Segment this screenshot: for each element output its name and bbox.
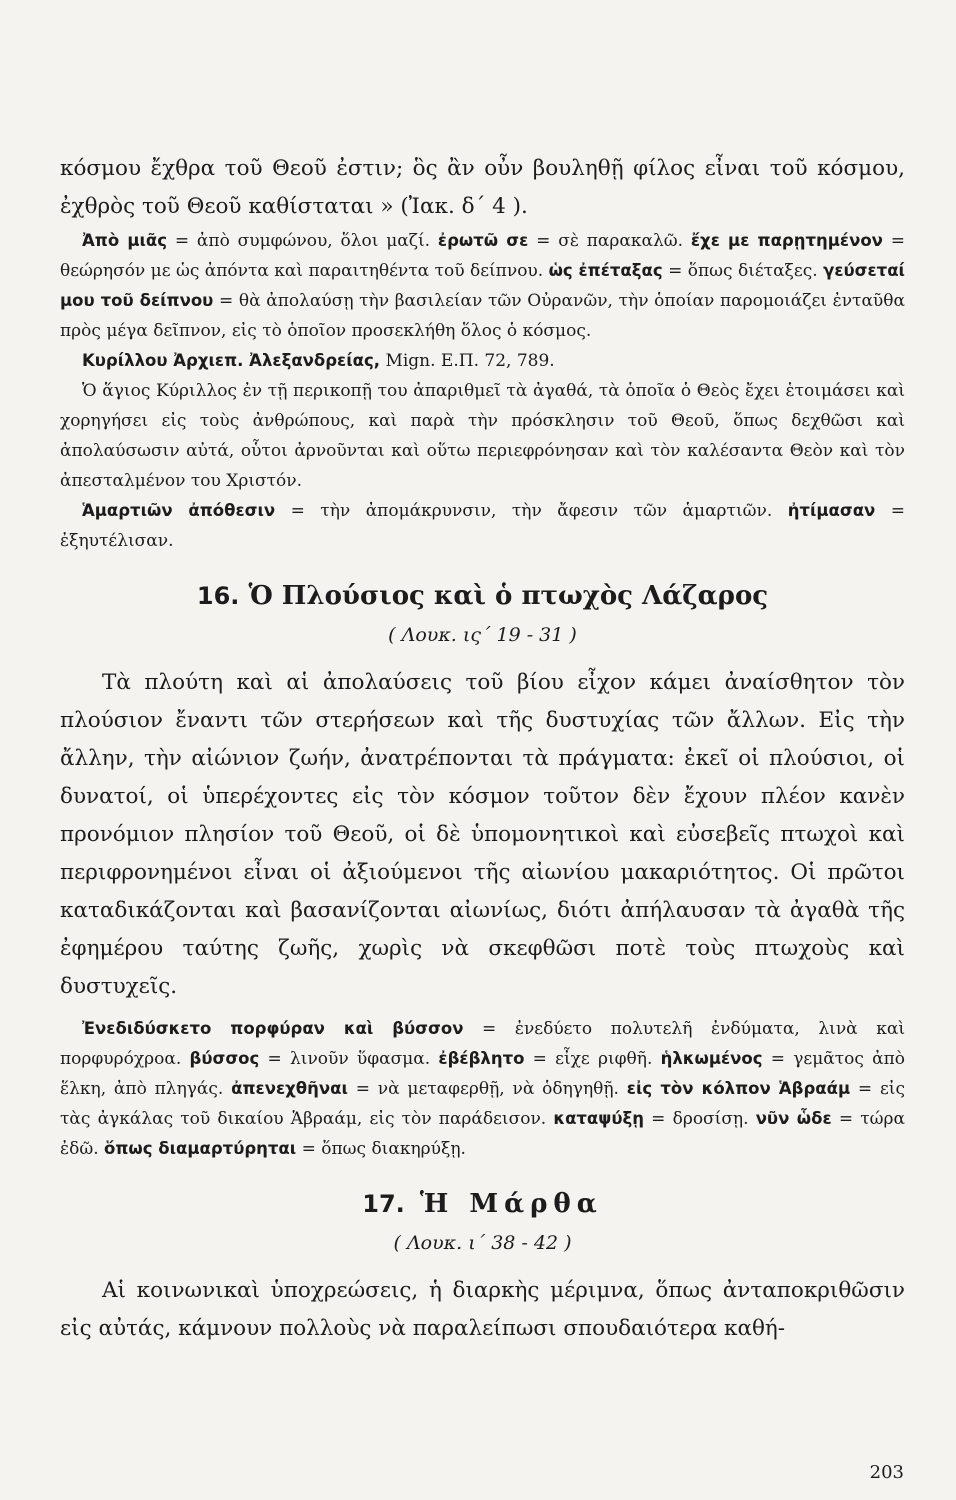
glossary-block-2 [60,496,905,556]
intro-paragraph: κόσμου ἔχθρα τοῦ Θεοῦ ἐστιν; ὃς ἂν οὖν βουληθῇ φίλος εἶναι τοῦ κόσμου, ἐχθρὸς τοῦ Θεοῦ καθίσταται » (Ἰακ. δ΄ 4 ). [60,156,905,219]
gloss-term: καταψύξῃ [553,1109,645,1128]
cyril-source [60,346,905,376]
gloss-term: ὡς ἐπέταξας [548,261,663,280]
gloss-term: Ἁμαρτιῶν ἀπόθεσιν [82,501,276,520]
gloss-term: ὅπως διαμαρτύρηται [104,1139,297,1158]
gloss-def: = ἐνεδύετο πολυτελῆ ἐνδύματα, λινὰ καὶ πορφυρόχροα. [60,1019,905,1069]
gloss-term: ἐβέβλητο [438,1049,525,1068]
gloss-term: ἠτίμασαν [787,501,876,520]
glossary-block-3 [60,1014,905,1164]
gloss-term: βύσσος [189,1049,260,1068]
section-17-body: Αἱ κοινωνικαὶ ὑποχρεώσεις, ἡ διαρκὴς μέριμνα, ὅπως ἀνταποκριθῶσιν εἰς αὐτάς, κάμνουν πολλοὺς νὰ παραλείπωσι σπουδαιότερα καθή- [60,1278,905,1341]
gloss-def: = θὰ ἀπολαύσῃ τὴν βασιλείαν τῶν Οὐρανῶν, τὴν ὁποίαν παρομοιάζει ἐνταῦθα πρὸς μέγα δεῖπνον, εἰς τὸ ὁποῖον προσεκλήθη ὅλος ὁ κόσμος. [60,291,905,341]
gloss-term: Ἀπὸ μιᾶς [82,231,168,250]
gloss-term: γεύσεταί μου τοῦ δείπνου [60,261,905,310]
gloss-def: = ἐξηυτέλισαν. [60,501,905,551]
section-number: 17. [362,1190,405,1218]
source-citation: Mign. Ε.Π. 72, 789. [380,351,555,371]
page-content [60,150,905,1348]
gloss-def: = σὲ παρακαλῶ. [528,231,691,251]
gloss-def: = τώρα ἐδῶ. [60,1109,906,1159]
gloss-def: = εἰς τὰς ἀγκάλας τοῦ δικαίου Ἁβραάμ, εἰς τὸν παράδεισον. [60,1079,905,1129]
gloss-def: = εἶχε ριφθῆ. [524,1049,661,1069]
section-16-reference: ( Λουκ. ις΄ 19 - 31 ) [388,624,577,646]
source-title: Κυρίλλου Ἀρχιεπ. Ἀλεξανδρείας, [82,351,381,370]
section-number: 16. [196,582,240,610]
section-17-reference: ( Λουκ. ι΄ 38 - 42 ) [393,1232,572,1254]
gloss-def: = λινοῦν ὕφασμα. [259,1049,439,1069]
gloss-def: = ὅπως διέταξες. [662,261,824,281]
gloss-term: Ἐνεδιδύσκετο πορφύραν καὶ βύσσον [82,1019,464,1038]
gloss-term: ἀπενεχθῆναι [231,1079,348,1098]
gloss-term: ἐρωτῶ σε [437,231,529,250]
cyril-text: Ὁ ἅγιος Κύριλλος ἐν τῇ περικοπῇ του ἀπαριθμεῖ τὰ ἀγαθά, τὰ ὁποῖα ὁ Θεὸς ἔχει ἑτοιμάσει καὶ χορηγήσει εἰς τοὺς ἀνθρώπους, καὶ παρὰ τὴν πρόσκλησιν τοῦ Θεοῦ, ὅπως δεχθῶσι καὶ ἀπολαύσωσιν αὐτά, οὗτοι ἀρνοῦνται καὶ οὕτω περιεφρόνησαν καὶ τὸν καλέσαντα Θεὸν καὶ τὸν ἀπεσταλμένον του Χριστόν. [60,381,905,491]
gloss-def: = δροσίσῃ. [644,1109,756,1129]
section-17-heading [60,1186,905,1222]
gloss-def: = ἀπὸ συμφώνου, ὅλοι μαζί. [167,231,438,251]
gloss-term: ἔχε με παρῃτημένον [690,231,883,250]
gloss-def: = ὅπως διακηρύξῃ. [296,1139,466,1159]
section-title: Ἡ Μάρθα [404,1189,603,1219]
gloss-term: εἰς τὸν κόλπον Ἁβραάμ [626,1079,851,1098]
section-title: Ὁ Πλούσιος καὶ ὁ πτωχὸς Λάζαρος [239,581,769,611]
section-16-heading [60,578,905,614]
glossary-block-1 [60,226,905,346]
section-16-body: Τὰ πλούτη καὶ αἱ ἀπολαύσεις τοῦ βίου εἶχον κάμει ἀναίσθητον τὸν πλούσιον ἔναντι τῶν στερήσεων καὶ τῆς δυστυχίας τῶν ἄλλων. Εἰς τὴν ἄλλην, τὴν αἰώνιον ζωήν, ἀνατρέπονται τὰ πράγματα: ἐκεῖ οἱ πλούσιοι, οἱ δυνατοί, οἱ ὑπερέχοντες εἰς τὸν κόσμον τοῦτον δὲν ἔχουν πλέον κανὲν προνόμιον πλησίον τοῦ Θεοῦ, οἱ δὲ ὑπομονητικοὶ καὶ εὐσεβεῖς πτωχοὶ καὶ περιφρονημένοι εἶναι οἱ ἀξιούμενοι τῆς αἰωνίου μακαριότητος. Οἱ πρῶτοι καταδικάζονται καὶ βασανίζονται αἰωνίως, διότι ἀπήλαυσαν τὰ ἀγαθὰ τῆς ἐφημέρου ταύτης ζωῆς, χωρὶς νὰ σκεφθῶσι ποτὲ τοὺς πτωχοὺς καὶ δυστυχεῖς. [60,670,905,999]
page-number: 203 [869,1462,904,1483]
gloss-def: = τὴν ἀπομάκρυνσιν, τὴν ἄφεσιν τῶν ἁμαρτιῶν. [275,501,788,521]
gloss-term: νῦν ὧδε [755,1109,832,1128]
gloss-term: ἡλκωμένος [660,1049,763,1068]
gloss-def: = γεμᾶτος ἀπὸ ἕλκη, ἀπὸ πληγάς. [60,1049,906,1099]
gloss-def: = νὰ μεταφερθῇ, νὰ ὁδηγηθῇ. [347,1079,627,1099]
gloss-def: = θεώρησόν με ὡς ἀπόντα καὶ παραιτηθέντα τοῦ δείπνου. [60,231,905,281]
